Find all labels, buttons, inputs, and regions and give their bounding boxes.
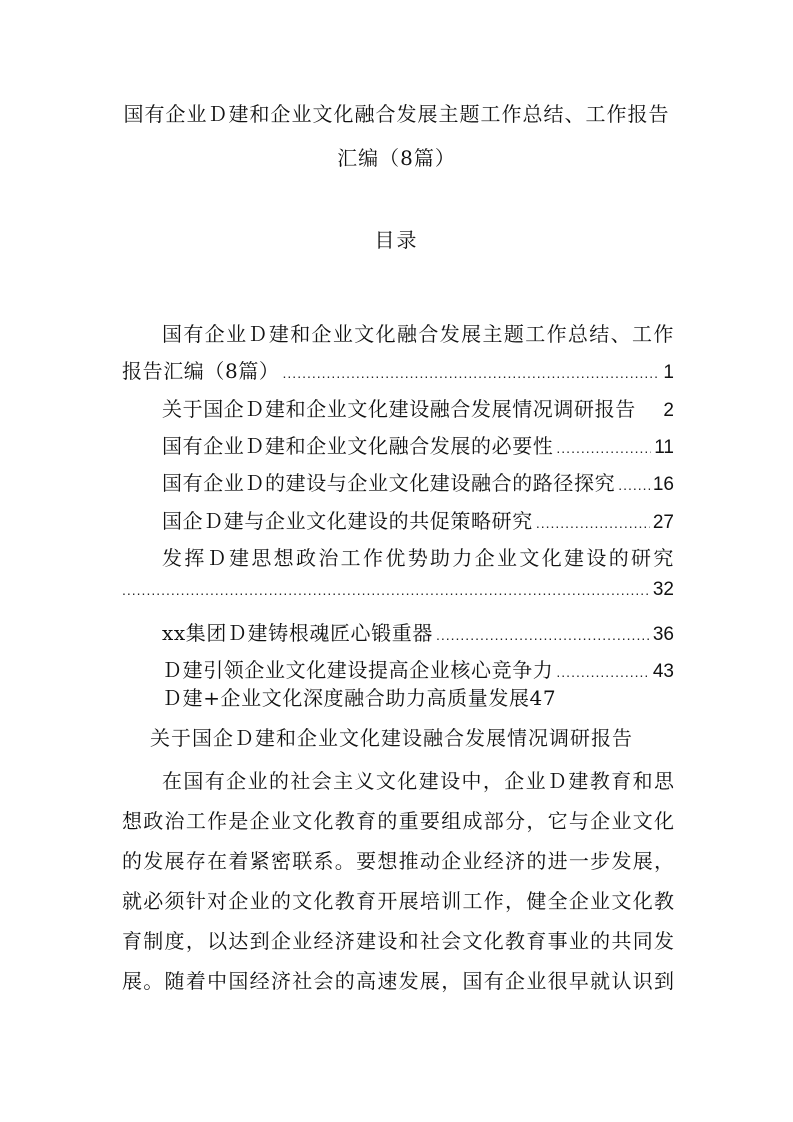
toc-entry-8[interactable] (162, 654, 674, 683)
toc-leader-dots (436, 627, 650, 643)
body-paragraph-line: 就必须针对企业的文化教育开展培训工作，健全企业文化教 (122, 889, 674, 913)
section-title: 关于国企Ｄ建和企业文化建设融合发展情况调研报告 (150, 726, 633, 750)
toc-entry-2-text: 关于国企Ｄ建和企业文化建设融合发展情况调研报告 (162, 397, 636, 421)
toc-entry-3-text: 国有企业Ｄ建和企业文化融合发展的必要性 (162, 434, 554, 458)
toc-entry-3-page: 11 (654, 437, 674, 458)
toc-leader-dots (536, 515, 650, 531)
toc-entry-5[interactable] (162, 505, 674, 534)
toc-leader-dots (122, 582, 650, 598)
toc-entry-4[interactable] (162, 467, 674, 496)
toc-entry-1-line-1[interactable]: 国有企业Ｄ建和企业文化融合发展主题工作总结、工作 (162, 322, 674, 346)
toc-entry-9[interactable]: Ｄ建+企业文化深度融合助力高质量发展47 (162, 686, 557, 710)
body-paragraph-line: 想政治工作是企业文化教育的重要组成部分，它与企业文化 (122, 809, 674, 833)
toc-entry-4-text: 国有企业Ｄ的建设与企业文化建设融合的路径探究 (162, 471, 616, 495)
toc-heading: 目录 (374, 228, 419, 252)
toc-entry-7-text: xx集团Ｄ建铸根魂匠心锻重器 (162, 621, 433, 645)
document-title-line-2: 汇编（8篇） (337, 146, 456, 170)
toc-entry-1-text: 报告汇编（8篇） (122, 359, 280, 383)
toc-entry-5-text: 国企Ｄ建与企业文化建设的共促策略研究 (162, 509, 533, 533)
toc-entry-6[interactable] (122, 579, 674, 601)
toc-entry-7[interactable] (162, 617, 674, 646)
toc-leader-dots (556, 664, 649, 680)
toc-entry-2[interactable] (162, 393, 674, 422)
toc-entry-8-text: Ｄ建引领企业文化建设提高企业核心竞争力 (162, 658, 554, 682)
toc-entry-4-page: 16 (652, 474, 674, 495)
body-paragraph-line: 展。随着中国经济社会的高速发展，国有企业很早就认识到 (122, 969, 674, 993)
toc-leader-dots (618, 477, 650, 493)
toc-entry-7-page: 36 (652, 624, 674, 645)
body-paragraph-line: 育制度，以达到企业经济建设和社会文化教育事业的共同发 (122, 929, 674, 953)
toc-entry-6-line-1[interactable]: 发挥Ｄ建思想政治工作优势助力企业文化建设的研究 (162, 546, 674, 570)
toc-entry-6-page: 32 (652, 579, 674, 600)
body-paragraph-line: 在国有企业的社会主义文化建设中，企业Ｄ建教育和思 (162, 769, 674, 793)
toc-entry-1[interactable] (122, 355, 674, 384)
toc-leader-dots (283, 365, 661, 381)
toc-entry-3[interactable] (162, 430, 674, 459)
toc-entry-5-page: 27 (652, 512, 674, 533)
document-title-line-1: 国有企业Ｄ建和企业文化融合发展主题工作总结、工作报告 (123, 102, 670, 126)
body-paragraph-line: 的发展存在着紧密联系。要想推动企业经济的进一步发展， (122, 849, 674, 873)
toc-entry-2-page: 2 (663, 400, 674, 421)
toc-entry-8-page: 43 (652, 661, 674, 682)
toc-leader-dots (556, 440, 651, 456)
toc-entry-1-page: 1 (663, 362, 674, 383)
